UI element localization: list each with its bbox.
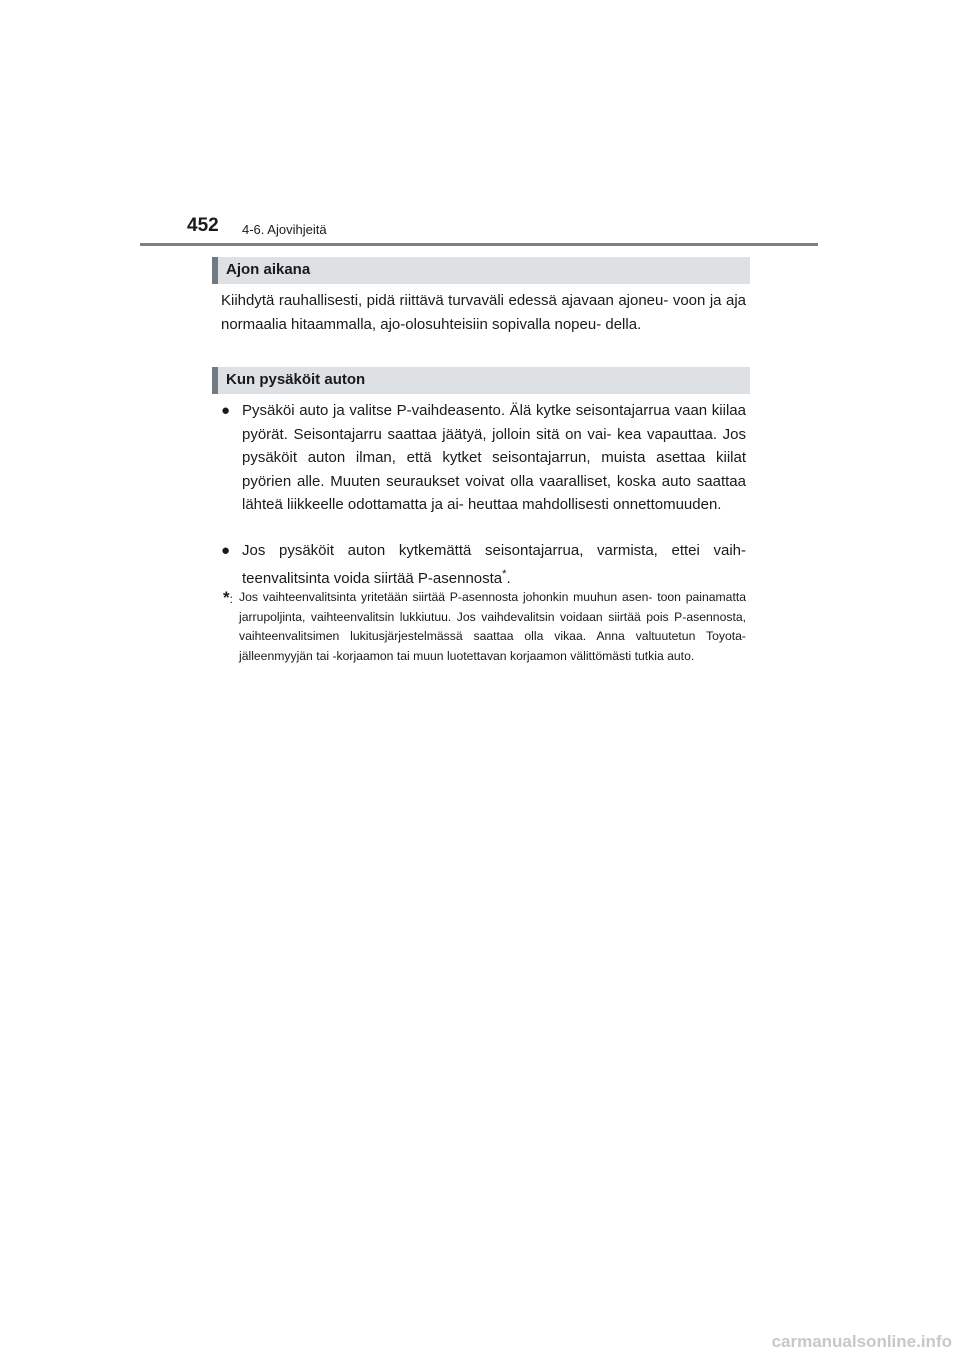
list-item <box>221 539 746 590</box>
footnote-marker <box>223 588 233 610</box>
section-heading-text: Kun pysäköit auton <box>226 371 366 388</box>
list-item-text: Jos pysäköit auton kytkemättä seisontajarrua, varmista, ettei vaih- teenvalitsinta voida siirtää P-asennosta <box>242 542 746 587</box>
bullet-icon: ● <box>221 402 231 419</box>
section-heading-text: Ajon aikana <box>226 261 311 278</box>
footnote-reference: * <box>502 567 507 580</box>
page-number: 452 <box>187 215 219 236</box>
list-item-text-wrap <box>242 539 746 590</box>
section-heading-ajon-aikana <box>212 257 750 284</box>
bullet-icon: ● <box>221 542 231 559</box>
footnote-colon: : <box>229 592 234 606</box>
chapter-label: 4-6. Ajovihjeitä <box>242 222 327 237</box>
footnote-asterisk: * <box>223 588 230 607</box>
header-divider <box>140 243 818 246</box>
footnote <box>223 588 746 666</box>
section-heading-pysakoit <box>212 367 750 394</box>
watermark: carmanualsonline.info <box>771 1332 952 1351</box>
driving-paragraph: Kiihdytä rauhallisesti, pidä riittävä turvaväli edessä ajavaan ajoneu- voon ja aja normaalia hitaammalla, ajo-olosuhteisiin sopivalla nopeu- della. <box>221 292 746 333</box>
list-item-text: Pysäköi auto ja valitse P-vaihdeasento. Älä kytke seisontajarrua vaan kiilaa pyörät. Seisontajarru saattaa jäätyä, jolloin sitä on vai- kea vapauttaa. Jos pysäköit auton ilman, että kytket seisontajarrun, muista asettaa kiilat pyörien alle. Muuten seuraukset voivat olla vaaralliset, koska auto saattaa lähteä liikkeelle odottamatta ja ai- heuttaa mahdollisesti onnettomuuden. <box>242 402 746 513</box>
list-item <box>221 399 746 517</box>
footnote-text: Jos vaihteenvalitsinta yritetään siirtää P-asennosta johonkin muuhun asen- toon painamatta jarrupoljinta, vaihteenvalitsin lukkiutuu. Jos vaihdevalitsin voidaan siirtää pois P-asennosta, vaihteenvalitsimen lukitusjärjestelmässä saattaa olla vikaa. Anna valtuutetun Toyota-jälleenmyyjän tai -korjaamon tai muun luotettavan korjaamon välittömästi tutkia auto. <box>239 590 746 663</box>
sentence-period: . <box>506 569 511 587</box>
